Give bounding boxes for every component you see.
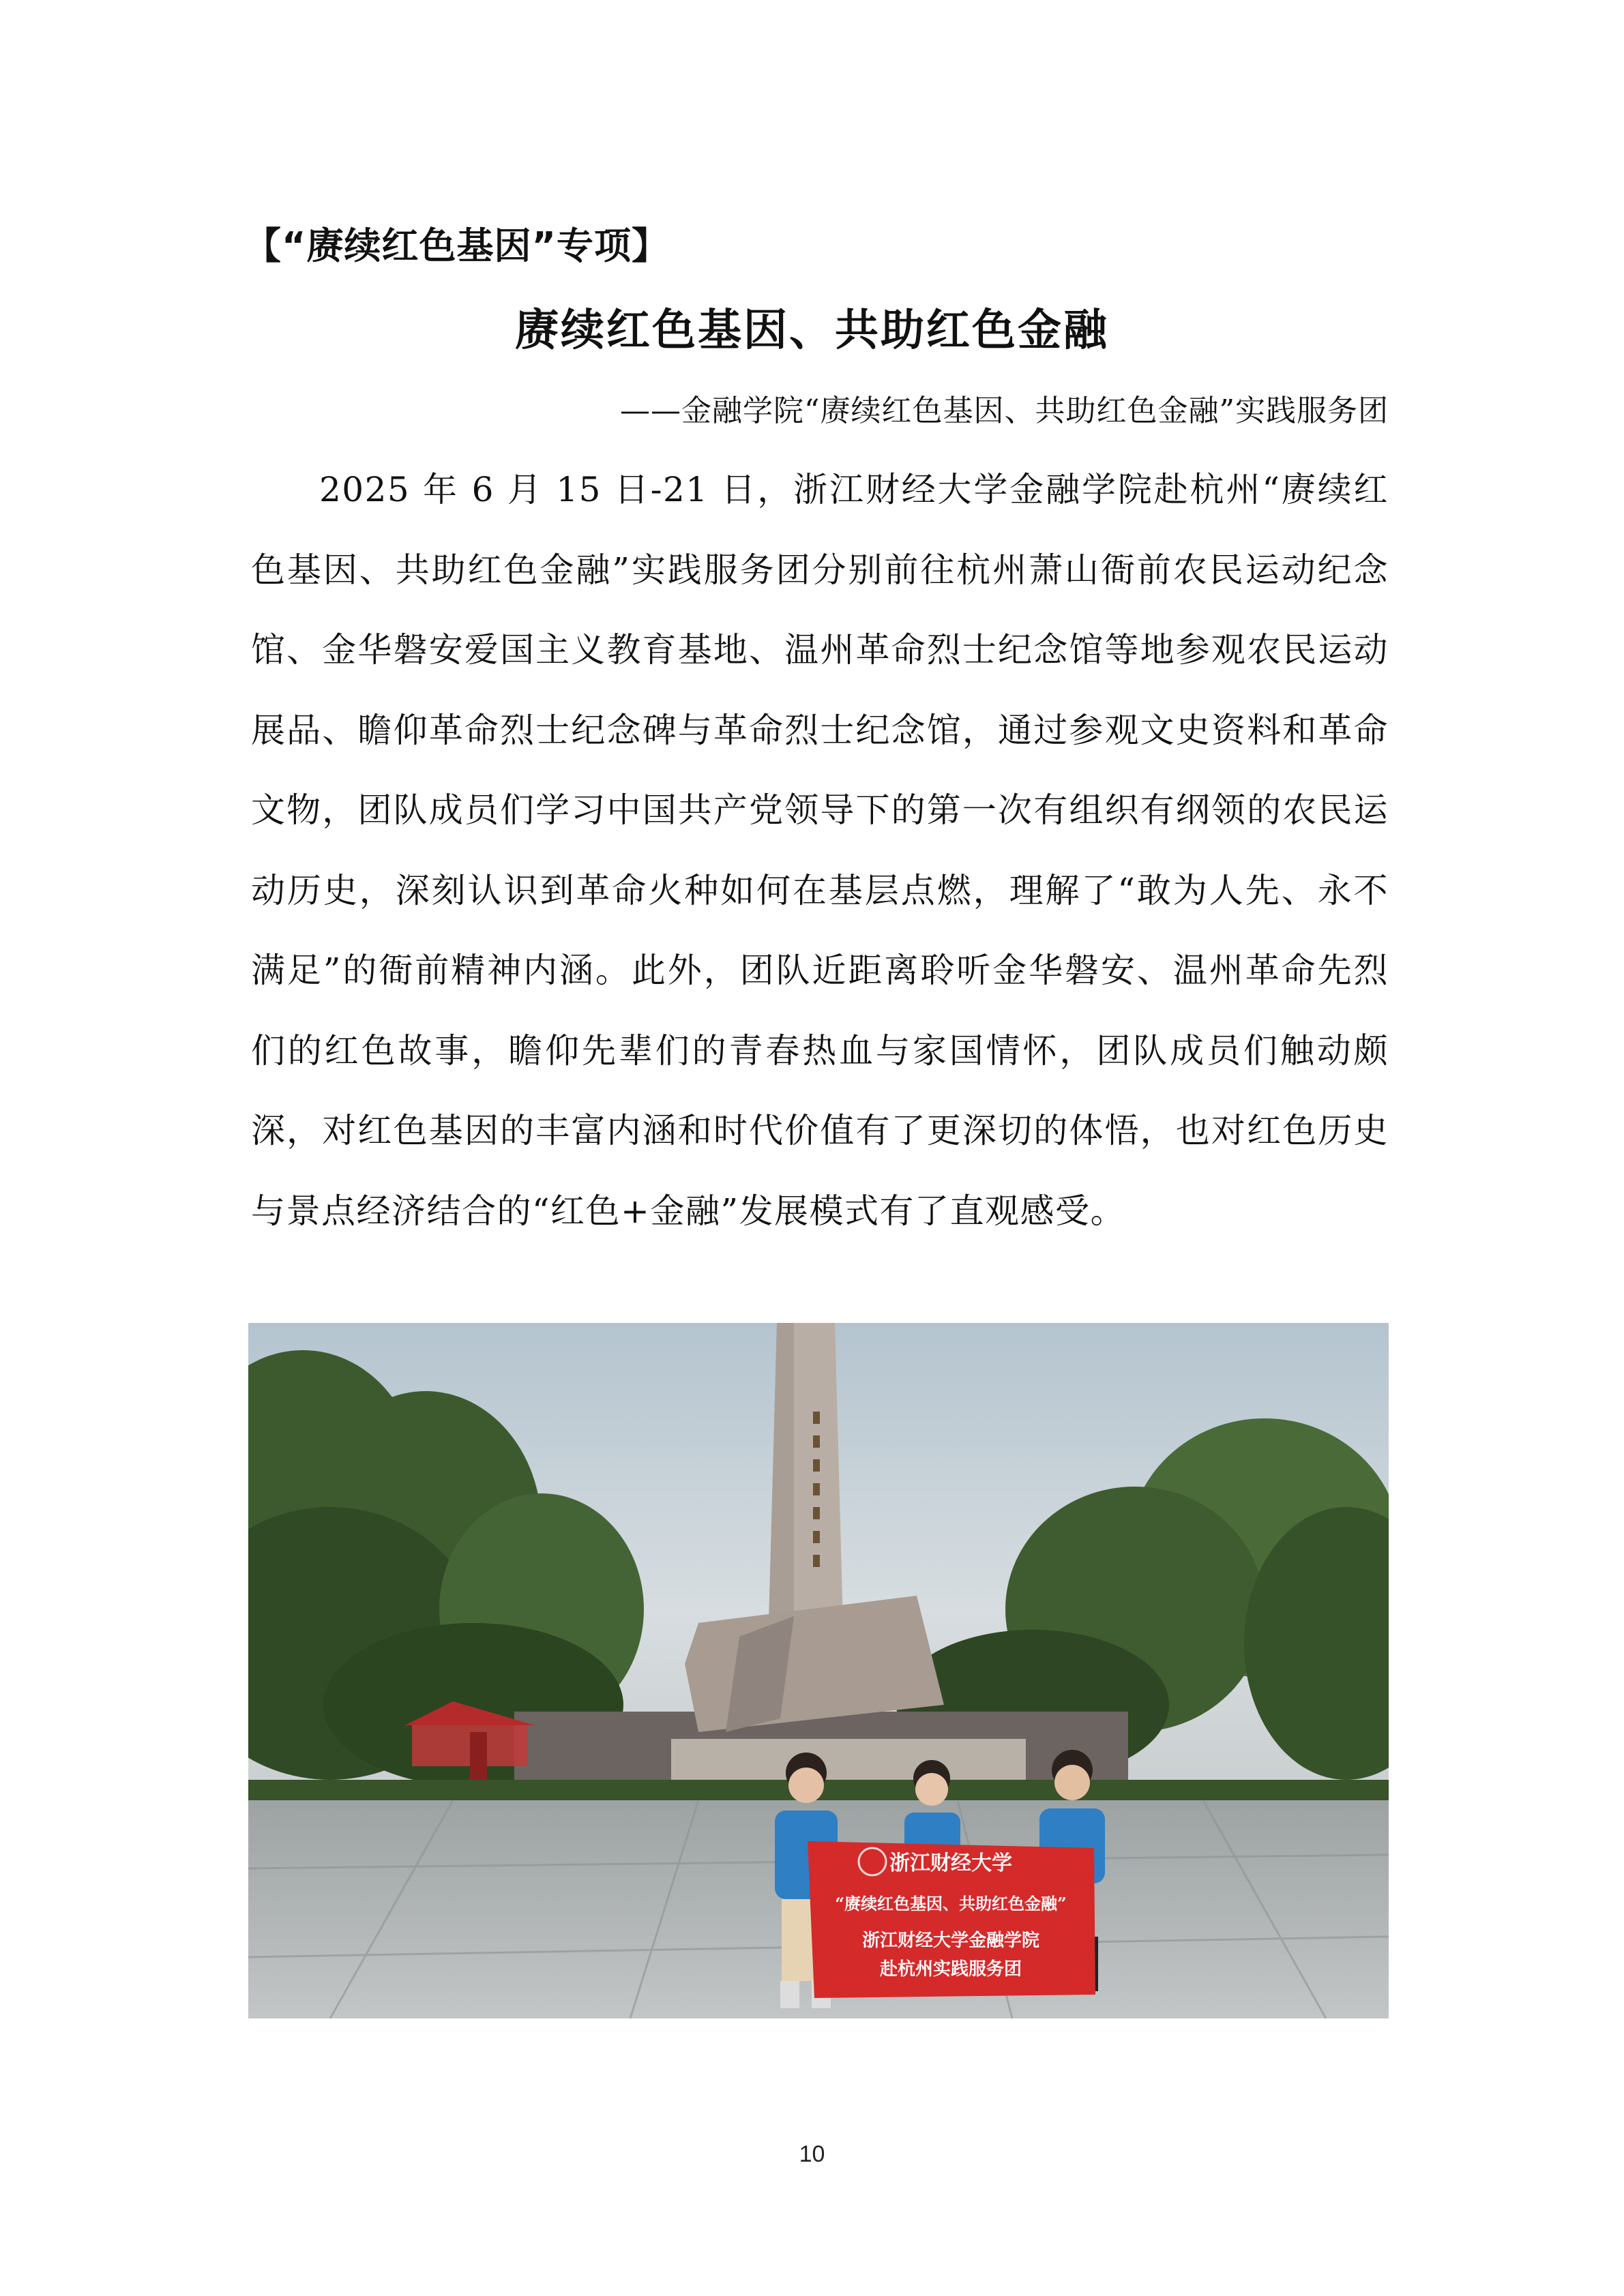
banner-line-4: 赴杭州实践服务团 [879, 1959, 1022, 1980]
page-number: 10 [799, 2141, 825, 2167]
body-paragraph: 2025 年 6 月 15 日-21 日，浙江财经大学金融学院赴杭州“赓续红色基因、共助红色金融”实践服务团分别前往杭州萧山衙前农民运动纪念馆、金华磐安爱国主义教育基地、温州革命烈士纪念馆等地参观农民运动展品、瞻仰革命烈士纪念碑与革命烈士纪念馆，通过参观文史资料和革命文物，团队成员们学习中国共产党领导下的第一次有组织有纲领的农民运动历史，深刻认识到革命火种如何在基层点燃，理解了“敢为人先、永不满足”的衙前精神内涵。此外，团队近距离聆听金华磐安、温州革命先烈们的红色故事，瞻仰先辈们的青春热血与家国情怀，团队成员们触动颇深，对红色基因的丰富内涵和时代价值有了更深切的体悟，也对红色历史与景点经济结合的“红色+金融”发展模式有了直观感受。 [251, 470, 1389, 1231]
section-tag: 【“赓续红色基因”专项】 [244, 224, 669, 267]
team-photo [248, 1323, 1389, 2018]
banner-line-1: 浙江财经大学 [889, 1851, 1012, 1875]
article-subtitle: ——金融学院“赓续红色基因、共助红色金融”实践服务团 [620, 393, 1389, 428]
banner-line-2: “赓续红色基因、共助红色金融” [835, 1894, 1067, 1913]
banner-line-3: 浙江财经大学金融学院 [861, 1930, 1040, 1951]
article-title: 赓续红色基因、共助红色金融 [515, 305, 1109, 356]
